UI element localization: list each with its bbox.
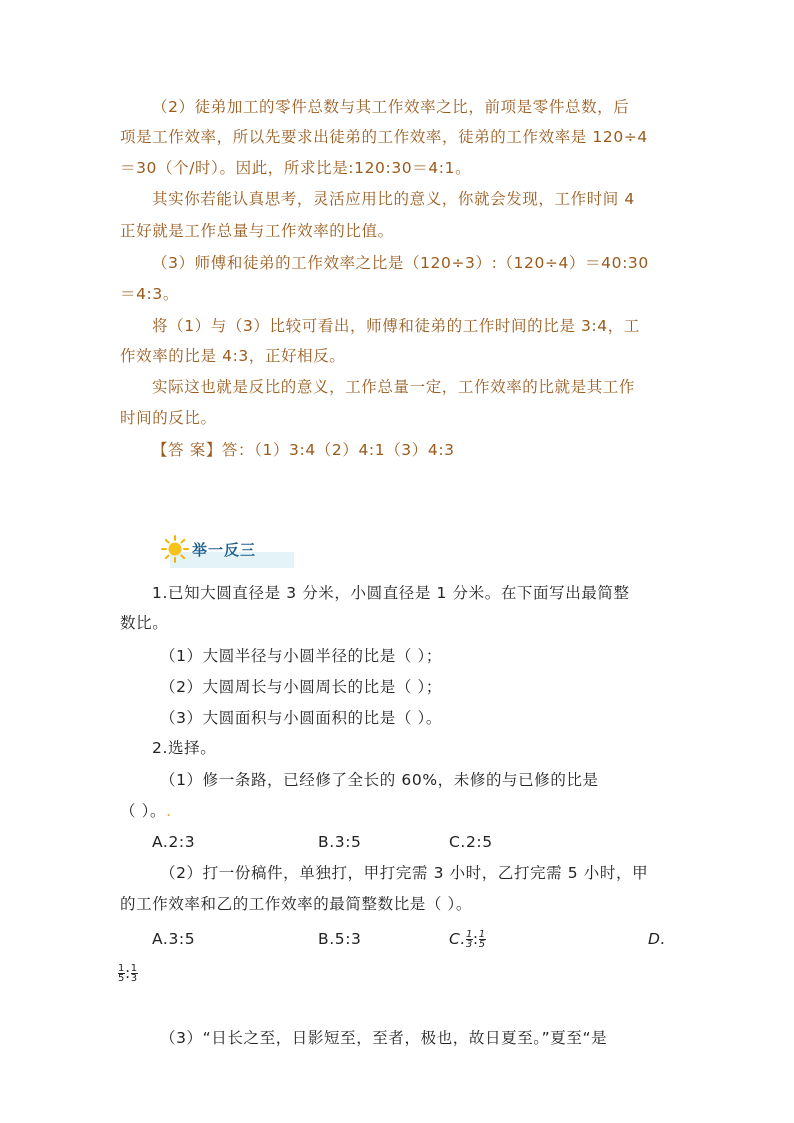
q2-2-line-2: 的工作效率和乙的工作效率的最简整数比是（ ）。 (120, 895, 472, 913)
q2-2-option-d-label: D. (648, 930, 667, 948)
denominator: 3 (465, 939, 473, 950)
fraction (118, 964, 125, 983)
ratio-sign: : (472, 930, 479, 948)
solution-line-1: （2）徒弟加工的零件总数与其工作效率之比，前项是零件总数，后 (152, 98, 630, 116)
q2-2-option-c-prefix: C. (449, 930, 466, 948)
q1-line-1: 1.已知大圆直径是 3 分米，小圆直径是 1 分米。在下面写出最简整 (152, 584, 630, 602)
solution-line-7: ＝4:3。 (120, 285, 179, 303)
sun-icon (160, 534, 190, 564)
numerator: 1 (118, 963, 125, 974)
numerator: 1 (465, 929, 473, 940)
q2-2-option-d-value (118, 962, 678, 984)
q2-1-option-c: C.2:5 (449, 833, 493, 851)
numerator: 1 (130, 963, 138, 974)
solution-line-10: 实际这也就是反比的意义，工作总量一定，工作效率的比就是其工作 (152, 378, 636, 396)
q2-2-option-b: B.5:3 (318, 930, 362, 948)
q2-1-line-2 (120, 800, 172, 822)
q2-1-line-1: （1）修一条路，已经修了全长的 60%，未修的与已修的比是 (160, 771, 599, 789)
solution-line-5: 正好就是工作总量与工作效率的比值。 (120, 222, 394, 240)
denominator: 5 (118, 973, 125, 984)
solution-line-6: （3）师傅和徒弟的工作效率之比是（120÷3）:（120÷4）＝40:30 (152, 254, 649, 272)
q2-2-line-1: （2）打一份稿件，单独打，甲打完需 3 小时，乙打完需 5 小时，甲 (160, 864, 649, 882)
q1-part-3: （3）大圆面积与小圆面积的比是（ ）。 (160, 709, 442, 727)
answer-line: 【答 案】答：（1）3:4（2）4:1（3）4:3 (152, 441, 455, 459)
q2-heading: 2.选择。 (152, 739, 217, 757)
ratio-sign: : (124, 964, 131, 982)
section-banner (160, 532, 294, 570)
q2-1-blank: （ ）。 (120, 802, 167, 820)
solution-line-9: 作效率的比是 4:3，正好相反。 (120, 347, 346, 365)
q1-part-2: （2）大圆周长与小圆周长的比是（ ）； (160, 678, 442, 696)
denominator: 5 (478, 939, 486, 950)
solution-line-11: 时间的反比。 (120, 409, 217, 427)
solution-line-4: 其实你若能认真思考，灵活应用比的意义，你就会发现，工作时间 4 (152, 190, 635, 208)
q2-2-option-a: A.3:5 (152, 930, 196, 948)
fraction (131, 964, 138, 983)
q2-1-option-b: B.3:5 (318, 833, 362, 851)
fraction (466, 930, 473, 949)
q2-1-dot: . (166, 802, 172, 820)
q2-3-line-1: （3）“日长之至，日影短至，至者，极也，故日夏至。”夏至“是 (160, 1029, 608, 1047)
fraction (479, 930, 486, 949)
q1-line-2: 数比。 (120, 614, 169, 632)
q2-1-option-a: A.2:3 (152, 833, 196, 851)
solution-line-3: ＝30（个/时）。因此，所求比是:120:30＝4:1。 (120, 159, 472, 177)
q1-part-1: （1）大圆半径与小圆半径的比是（ ）； (160, 647, 442, 665)
q2-2-option-c (449, 928, 486, 950)
solution-line-8: 将（1）与（3）比较可看出，师傅和徒弟的工作时间的比是 3:4，工 (152, 317, 640, 335)
solution-line-2: 项是工作效率，所以先要求出徒弟的工作效率，徒弟的工作效率是 120÷4 (120, 128, 648, 146)
denominator: 3 (130, 973, 138, 984)
section-title: 举一反三 (192, 541, 257, 559)
numerator: 1 (478, 929, 486, 940)
